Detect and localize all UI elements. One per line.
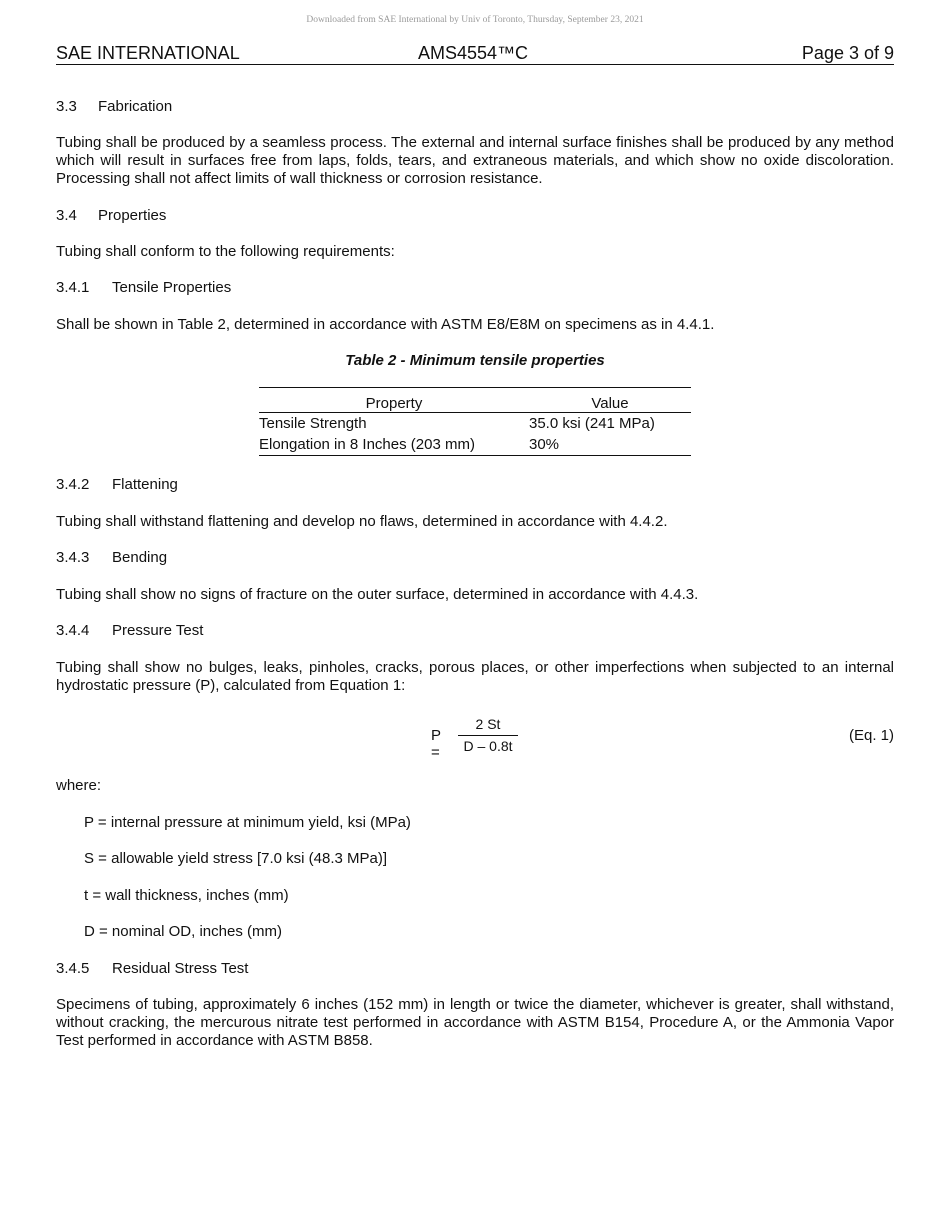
column-header-value: Value: [529, 388, 691, 413]
section-number: 3.4: [56, 207, 77, 224]
definition-item: D = nominal OD, inches (mm): [84, 923, 282, 940]
section-heading-fabrication: [56, 98, 894, 116]
definition-item: P = internal pressure at minimum yield, ksi (MPa): [84, 814, 411, 831]
fabrication-paragraph: Tubing shall be produced by a seamless process. The external and internal surface finishes shall be produced by any method which will result in surfaces free from laps, folds, tears, and extraneous materials, and which show no oxide discoloration. Processing shall not affect limits of wall thickness or corrosion resistance.: [56, 134, 894, 187]
section-heading-properties: [56, 207, 894, 225]
section-heading-tensile: [56, 279, 894, 297]
section-number: 3.4.5: [56, 960, 90, 977]
where-label: where:: [56, 777, 102, 794]
section-number: 3.4.2: [56, 476, 90, 493]
equation-label: (Eq. 1): [848, 727, 894, 744]
section-title: Fabrication: [98, 98, 173, 115]
flattening-paragraph: Tubing shall withstand flattening and develop no flaws, determined in accordance with 4.4.2.: [56, 513, 668, 530]
definition-item: t = wall thickness, inches (mm): [84, 887, 289, 904]
section-title: Pressure Test: [112, 622, 204, 639]
header-organization: SAE INTERNATIONAL: [56, 43, 240, 63]
section-number: 3.4.3: [56, 549, 90, 566]
section-title: Residual Stress Test: [112, 960, 249, 977]
section-title: Bending: [112, 549, 168, 566]
section-heading-pressure-test: [56, 622, 894, 640]
table-row: [259, 413, 691, 435]
section-title: Flattening: [112, 476, 178, 493]
section-number: 3.4.4: [56, 622, 90, 639]
section-number: 3.4.1: [56, 279, 90, 296]
equation-fraction: [458, 716, 518, 754]
equation-numerator: 2 St: [458, 716, 518, 736]
download-watermark: Downloaded from SAE International by Univ of Toronto, Thursday, September 23, 2021: [306, 15, 644, 25]
section-heading-flattening: [56, 476, 894, 494]
table-cell: Elongation in 8 Inches (203 mm): [259, 434, 529, 456]
bending-paragraph: Tubing shall show no signs of fracture on the outer surface, determined in accordance with 4.4.3.: [56, 586, 699, 603]
table-header-row: [259, 388, 691, 413]
column-header-property: Property: [259, 388, 529, 413]
tensile-paragraph: Shall be shown in Table 2, determined in accordance with ASTM E8/E8M on specimens as in 4.4.1.: [56, 316, 715, 333]
table-cell: 35.0 ksi (241 MPa): [529, 415, 655, 432]
section-number: 3.3: [56, 98, 77, 115]
table-cell: Tensile Strength: [259, 415, 367, 432]
section-heading-residual-stress: [56, 960, 894, 978]
table-caption: Table 2 - Minimum tensile properties: [345, 352, 605, 369]
header-page-number: Page 3 of 9: [801, 43, 894, 63]
section-title: Tensile Properties: [112, 279, 232, 296]
equation-lhs: P =: [431, 727, 441, 761]
properties-paragraph: Tubing shall conform to the following requirements:: [56, 243, 395, 260]
pressure-test-paragraph: Tubing shall show no bulges, leaks, pinholes, cracks, porous places, or other imperfections when subjected to an internal hydrostatic pressure (P), calculated from Equation 1:: [56, 659, 894, 694]
table-cell: 30%: [529, 434, 691, 456]
tensile-properties-table: [259, 387, 691, 456]
section-title: Properties: [98, 207, 167, 224]
header-document-id: AMS4554™C: [418, 43, 529, 63]
definition-item: S = allowable yield stress [7.0 ksi (48.3 MPa)]: [84, 850, 388, 867]
residual-stress-paragraph: Specimens of tubing, approximately 6 inches (152 mm) in length or twice the diameter, whichever is greater, shall withstand, without cracking, the mercurous nitrate test performed in accordance with ASTM B154, Procedure A, or the Ammonia Vapor Test performed in accordance with ASTM B858.: [56, 996, 894, 1049]
table-row: [259, 434, 691, 456]
equation-denominator: D – 0.8t: [463, 738, 513, 754]
section-heading-bending: [56, 549, 894, 567]
page-header: [56, 42, 894, 65]
